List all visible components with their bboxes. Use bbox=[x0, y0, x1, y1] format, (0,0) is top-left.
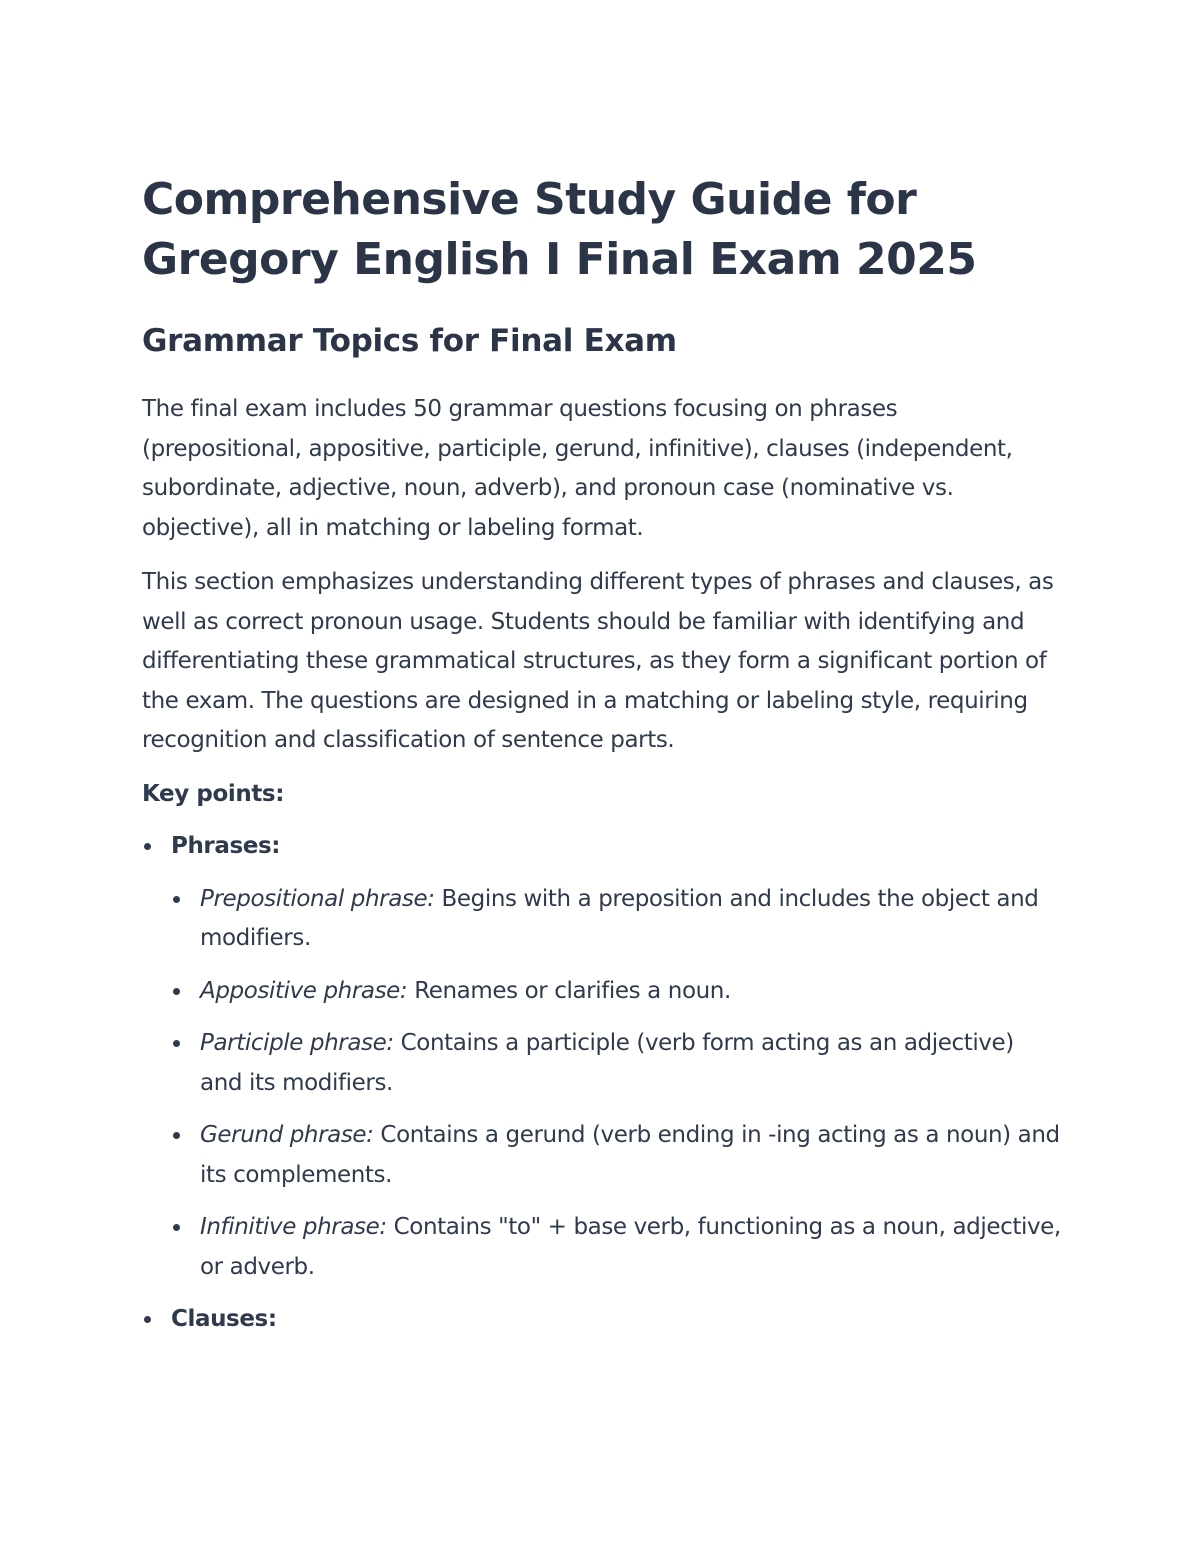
intro-paragraph: The final exam includes 50 grammar questions focusing on phrases (prepositional, appositive, participle, gerund, infinitive), clauses (independent, subordinate, adjective, noun, adverb), and pronoun case (nominative vs. objective), all in matching or labeling format. bbox=[142, 396, 1013, 541]
bullet-icon bbox=[173, 988, 180, 995]
bullet-icon bbox=[144, 1316, 151, 1323]
key-points-label: Key points: bbox=[142, 780, 285, 807]
list-item bbox=[171, 1208, 1062, 1287]
emphasis-paragraph: This section emphasizes understanding different types of phrases and clauses, as well as correct pronoun usage. Students should be familiar with identifying and differentiating these grammatical structures, as they form a significant portion of the exam. The questions are designed in a matching or labeling style, requiring recognition and classification of sentence parts. bbox=[142, 569, 1054, 753]
document-page bbox=[142, 170, 1062, 1353]
list-item bbox=[171, 1024, 1062, 1103]
list-item bbox=[171, 972, 1062, 1012]
document-title: Comprehensive Study Guide for Gregory English I Final Exam 2025 bbox=[142, 174, 977, 285]
term-label: Gerund phrase: bbox=[200, 1122, 374, 1148]
list-item-clauses bbox=[142, 1300, 1062, 1340]
list-item bbox=[171, 880, 1062, 959]
key-points-list bbox=[142, 827, 1062, 1340]
term-label: Prepositional phrase: bbox=[200, 885, 435, 912]
term-description: Contains "to" + base verb, functioning as a noun, adjective, or adverb. bbox=[200, 1214, 1061, 1280]
term-label: Participle phrase: bbox=[200, 1030, 394, 1056]
list-item-phrases bbox=[142, 827, 1062, 1287]
term-label: Infinitive phrase: bbox=[200, 1214, 387, 1240]
section-heading: Grammar Topics for Final Exam bbox=[142, 323, 677, 359]
bullet-icon bbox=[173, 1224, 180, 1231]
term-description: Renames or clarifies a noun. bbox=[407, 977, 731, 1004]
term-description: Contains a participle (verb form acting as an adjective) and its modifiers. bbox=[200, 1030, 1014, 1096]
list-item bbox=[171, 1116, 1062, 1195]
term-description: Begins with a preposition and includes the object and modifiers. bbox=[200, 885, 1039, 951]
term-description: Contains a gerund (verb ending in -ing acting as a noun) and its complements. bbox=[200, 1122, 1060, 1188]
phrases-label: Phrases: bbox=[171, 833, 281, 859]
bullet-icon bbox=[173, 1040, 180, 1047]
term-label: Appositive phrase: bbox=[200, 977, 408, 1004]
bullet-icon bbox=[144, 843, 151, 850]
clauses-label: Clauses: bbox=[171, 1306, 277, 1332]
phrases-sublist bbox=[171, 880, 1062, 1288]
bullet-icon bbox=[173, 896, 180, 903]
bullet-icon bbox=[173, 1132, 180, 1139]
